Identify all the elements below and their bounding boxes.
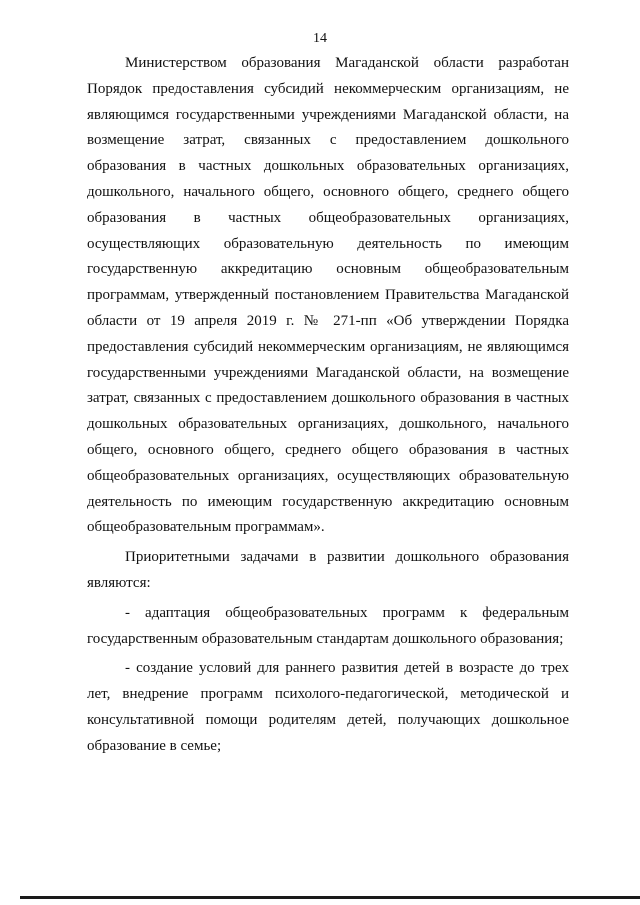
page-bottom-edge — [20, 896, 640, 899]
list-item-early-development: - создание условий для раннего развития детей в возрасте до трех лет, внедрение программ психолого-педагогической, методической и консультативной помощи родителям детей, получающих дошкольное образование в семье; — [87, 660, 569, 754]
document-body — [87, 51, 569, 760]
paragraph-priority-tasks: Приоритетными задачами в развитии дошкольного образования являются: — [87, 549, 569, 591]
page-number: 14 — [313, 31, 327, 46]
paragraph-subsidy-procedure: Министерством образования Магаданской области разработан Порядок предоставления субсидий некоммерческим организациям, не являющимся государственными учреждениями Магаданской области, на возмещение затрат, связанных с предоставлением дошкольного образования в частных дошкольных образовательных организациях, дошкольного, начального общего, основного общего, среднего общего образования в частных общеобразовательных организациях, осуществляющих образовательную деятельность по имеющим государственную аккредитацию основным общеобразовательным программам, утвержденный постановлением Правительства Магаданской области от 19 апреля 2019 г. № 271-пп «Об утверждении Порядка предоставления субсидий некоммерческим организациям, не являющимся государственными учреждениями Магаданской области, на возмещение затрат, связанных с предоставлением дошкольного образования в частных дошкольных образовательных организациях, дошкольного, начального общего, основного общего, среднего общего образования в частных общеобразовательных организациях, осуществляющих образовательную деятельность по имеющим государственную аккредитацию основным общеобразовательным программам». — [87, 55, 569, 536]
list-item-program-adaptation: - адаптация общеобразовательных программ к федеральным государственным образовательным стандартам дошкольного образования; — [87, 604, 569, 647]
